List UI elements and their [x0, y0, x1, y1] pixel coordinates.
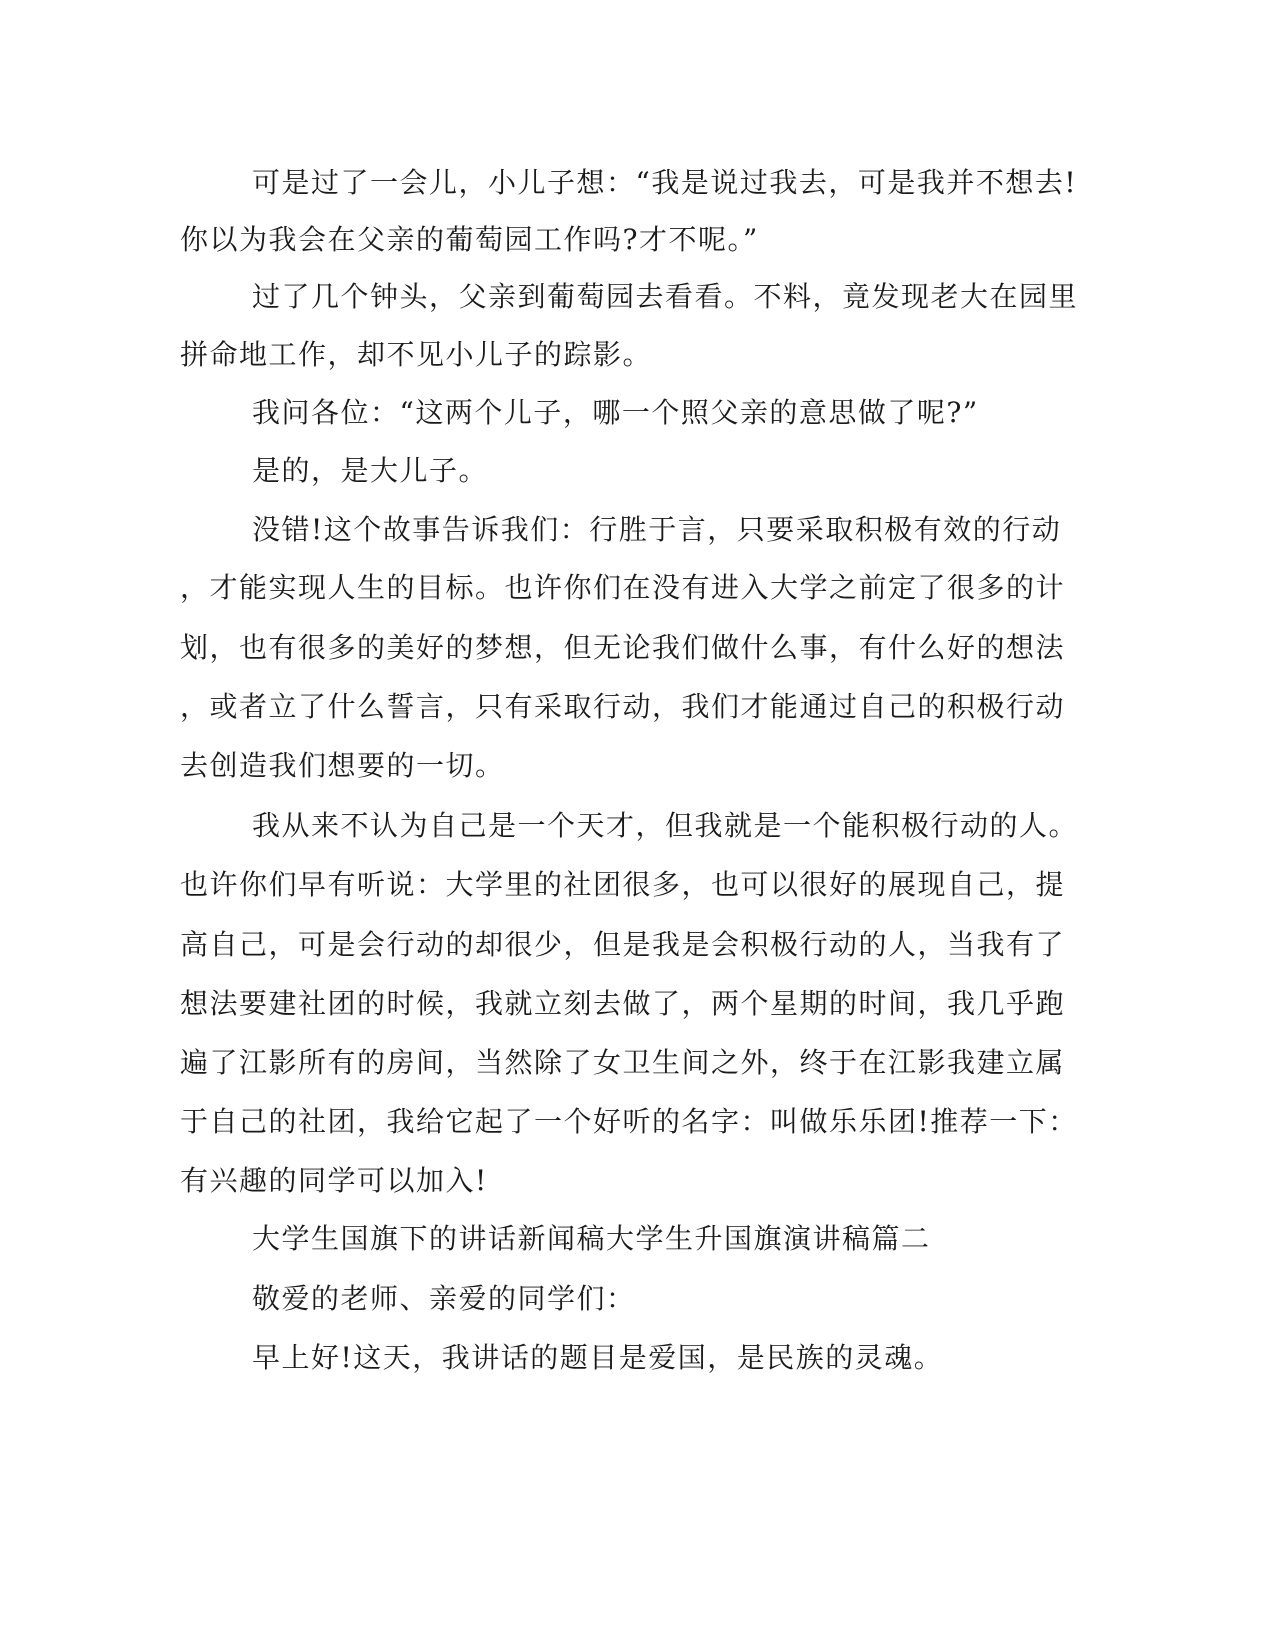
text-line: 我从来不认为自己是一个天才，但我就是一个能积极行动的人。: [252, 809, 1079, 842]
text-line: 拼命地工作，却不见小儿子的踪影。: [180, 338, 653, 371]
text-line: 于自己的社团，我给它起了一个好听的名字：叫做乐乐团!推荐一下：: [180, 1105, 1078, 1138]
text-line: ，或者立了什么誓言，只有采取行动，我们才能通过自己的积极行动: [180, 690, 1066, 723]
text-line: 去创造我们想要的一切。: [180, 749, 505, 782]
text-line: 遍了江影所有的房间，当然除了女卫生间之外，终于在江影我建立属: [180, 1046, 1066, 1079]
text-line: 想法要建社团的时候，我就立刻去做了，两个星期的时间，我几乎跑: [180, 987, 1066, 1020]
section-heading: 大学生国旗下的讲话新闻稿大学生升国旗演讲稿篇二: [252, 1222, 931, 1255]
text-line: 早上好!这天，我讲话的题目是爱国，是民族的灵魂。: [252, 1341, 944, 1374]
text-line: 高自己，可是会行动的却很少，但是我是会积极行动的人，当我有了: [180, 928, 1066, 961]
text-line: 可是过了一会儿，小儿子想：“我是说过我去，可是我并不想去!: [252, 166, 1078, 199]
text-line: 你以为我会在父亲的葡萄园工作吗?才不呢。”: [180, 223, 759, 256]
text-line: 也许你们早有听说：大学里的社团很多，也可以很好的展现自己，提: [180, 868, 1066, 901]
text-line: 没错!这个故事告诉我们：行胜于言，只要采取积极有效的行动: [252, 513, 1062, 546]
text-line: 划，也有很多的美好的梦想，但无论我们做什么事，有什么好的想法: [180, 631, 1066, 664]
salutation: 敬爱的老师、亲爱的同学们：: [252, 1282, 636, 1315]
text-line: 过了几个钟头，父亲到葡萄园去看看。不料，竟发现老大在园里: [252, 280, 1079, 313]
text-line: 有兴趣的同学可以加入!: [180, 1164, 488, 1197]
text-line: 是的，是大儿子。: [252, 454, 489, 487]
text-line: ，才能实现人生的目标。也许你们在没有进入大学之前定了很多的计: [180, 571, 1066, 604]
text-line: 我问各位：“这两个儿子，哪一个照父亲的意思做了呢?”: [252, 396, 979, 429]
